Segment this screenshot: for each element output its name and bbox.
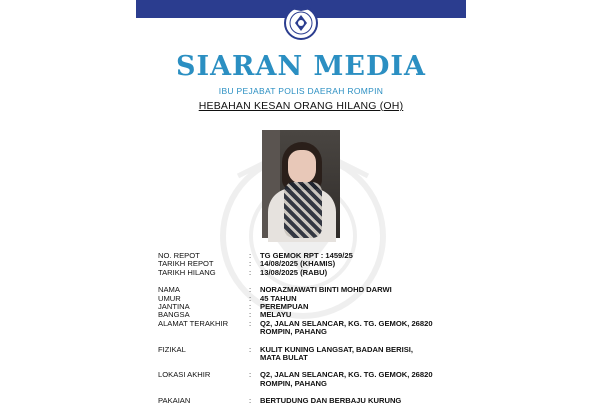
detail-value: PEREMPUAN [260, 302, 309, 312]
photo-scarf [284, 182, 322, 238]
detail-separator: : [249, 302, 252, 312]
detail-label [158, 328, 249, 336]
detail-label: ALAMAT TERAKHIR [158, 318, 229, 328]
detail-label [158, 380, 249, 388]
detail-row [158, 346, 458, 354]
detail-value: 13/08/2025 (RABU) [260, 267, 328, 277]
page-title: SIARAN MEDIA [175, 51, 426, 82]
detail-row [158, 286, 458, 294]
photo-face [288, 150, 316, 184]
detail-label: LOKASI AKHIR [158, 370, 211, 380]
detail-label: TARIKH HILANG [158, 267, 216, 277]
detail-value: MELAYU [260, 310, 292, 320]
detail-row [158, 354, 458, 362]
detail-value: NORAZMAWATI BINTI MOHD DARWI [260, 285, 392, 295]
detail-row [158, 303, 458, 311]
police-crest-icon [283, 3, 319, 43]
detail-value: KULIT KUNING LANGSAT, BADAN BERISI, [260, 344, 413, 354]
detail-label [158, 354, 249, 362]
notice-heading: HEBAHAN KESAN ORANG HILANG (OH) [198, 100, 404, 112]
detail-label: NAMA [158, 285, 180, 295]
press-release-document [136, 0, 466, 406]
page-subtitle: IBU PEJABAT POLIS DAERAH ROMPIN [218, 86, 384, 96]
detail-value: 45 TAHUN [260, 293, 297, 303]
detail-label: FIZIKAL [158, 344, 186, 354]
detail-separator [249, 380, 260, 388]
detail-row [158, 397, 458, 405]
detail-value: Q2, JALAN SELANCAR, KG. TG. GEMOK, 26820 [260, 370, 433, 380]
detail-value: 14/08/2025 (KHAMIS) [260, 259, 336, 269]
detail-value: BERTUDUNG DAN BERBAJU KURUNG [260, 396, 402, 406]
detail-label: BANGSA [158, 310, 190, 320]
right-margin [466, 0, 590, 400]
detail-separator [249, 354, 260, 362]
detail-value: TG GEMOK RPT : 1459/25 [260, 251, 353, 260]
detail-separator: : [249, 293, 252, 303]
detail-label: JANTINA [158, 302, 190, 312]
detail-value: ROMPIN, PAHANG [260, 378, 327, 388]
detail-label: UMUR [158, 293, 181, 303]
detail-separator [249, 328, 260, 336]
details-list [158, 252, 458, 406]
detail-separator: : [249, 285, 252, 295]
detail-separator: : [249, 370, 252, 380]
detail-value: ROMPIN, PAHANG [260, 327, 327, 337]
missing-person-photo [262, 130, 340, 238]
detail-row [158, 328, 458, 336]
detail-row [158, 380, 458, 388]
detail-separator: : [249, 251, 252, 260]
detail-separator: : [249, 318, 252, 328]
detail-separator: : [249, 310, 252, 320]
detail-separator: : [249, 344, 252, 354]
detail-separator: : [249, 396, 252, 406]
detail-value: Q2, JALAN SELANCAR, KG. TG. GEMOK, 26820 [260, 318, 433, 328]
detail-separator: : [249, 259, 252, 269]
detail-separator: : [249, 267, 252, 277]
detail-label: TARIKH REPOT [158, 259, 214, 269]
detail-label: NO. REPOT [158, 251, 200, 260]
left-margin [0, 0, 136, 400]
detail-row [158, 269, 458, 277]
detail-label: PAKAIAN [158, 396, 191, 406]
detail-value: MATA BULAT [260, 353, 308, 363]
